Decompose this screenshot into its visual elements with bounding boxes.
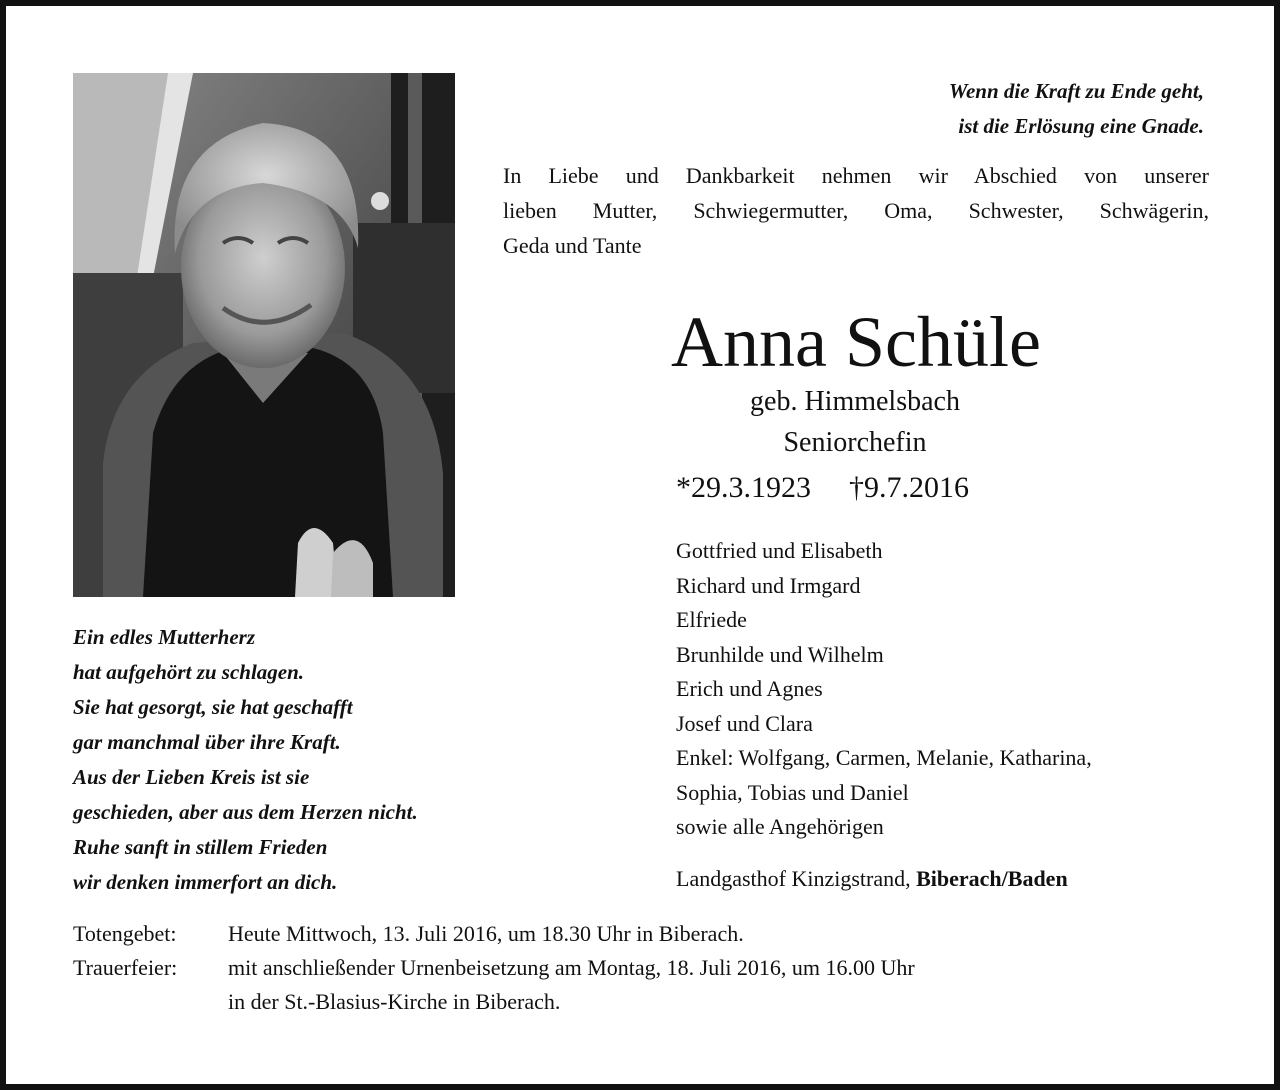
mourner-line: Gottfried und Elisabeth [676, 538, 883, 563]
mourner-line: Enkel: Wolfgang, Carmen, Melanie, Katharina, [676, 745, 1092, 770]
epigraph-line: ist die Erlösung eine Gnade. [958, 114, 1204, 138]
life-dates [676, 466, 969, 510]
prayer-row [73, 917, 915, 951]
birth-date: *29.3.1923 [676, 471, 811, 504]
town-name: Biberach/Baden [916, 866, 1068, 891]
funeral-location: in der St.-Blasius-Kirche in Biberach. [228, 989, 561, 1014]
poem-line: Aus der Lieben Kreis ist sie [73, 765, 310, 789]
mourner-line: sowie alle Angehörigen [676, 814, 884, 839]
mourners-list [676, 534, 1092, 845]
mourner-line: Josef und Clara [676, 710, 813, 736]
poem-line: gar manchmal über ihre Kraft. [73, 730, 341, 754]
poem-line: Sie hat gesorgt, sie hat geschafft [73, 695, 353, 719]
prayer-label: Totengebet: [73, 921, 177, 946]
funeral-text: mit anschließender Urnenbeisetzung am Montag, 18. Juli 2016, um 16.00 Uhr [228, 955, 915, 980]
poem-line: Ruhe sanft in stillem Frieden [73, 835, 328, 859]
deceased-title: Seniorchefin [783, 427, 927, 458]
death-date: †9.7.2016 [849, 471, 969, 504]
epigraph-quote [949, 74, 1204, 144]
intro-line: In Liebe und Dankbarkeit nehmen wir Abschied von unserer [503, 163, 1209, 188]
maiden-name: geb. Himmelsbach [750, 386, 960, 417]
mourner-line: Erich und Agnes [676, 676, 823, 701]
business-name: Landgasthof Kinzigstrand, [676, 866, 911, 891]
service-details [73, 917, 915, 1019]
funeral-label: Trauerfeier: [73, 955, 178, 980]
intro-line: Geda und Tante [503, 233, 642, 258]
spacer [73, 985, 228, 1019]
funeral-row-continued [73, 985, 915, 1019]
mourner-line: Brunhilde und Wilhelm [676, 641, 884, 667]
farewell-intro [503, 158, 1209, 263]
poem-line: Ein edles Mutterherz [73, 625, 256, 649]
poem-line: geschieden, aber aus dem Herzen nicht. [73, 800, 418, 824]
mourner-line: Elfriede [676, 607, 747, 632]
portrait-photo [73, 73, 455, 597]
intro-line: lieben Mutter, Schwiegermutter, Oma, Schwester, Schwägerin, [503, 198, 1209, 223]
business-place [676, 862, 1068, 896]
memorial-poem [73, 620, 418, 900]
deceased-name: Anna Schüle [671, 302, 1041, 382]
poem-line: hat aufgehört zu schlagen. [73, 660, 305, 684]
mourner-line: Sophia, Tobias und Daniel [676, 779, 909, 805]
poem-line: wir denken immerfort an dich. [73, 870, 338, 894]
epigraph-line: Wenn die Kraft zu Ende geht, [948, 79, 1204, 103]
prayer-text: Heute Mittwoch, 13. Juli 2016, um 18.30 Uhr in Biberach. [228, 921, 744, 946]
mourner-line: Richard und Irmgard [676, 572, 861, 598]
funeral-row [73, 951, 915, 985]
